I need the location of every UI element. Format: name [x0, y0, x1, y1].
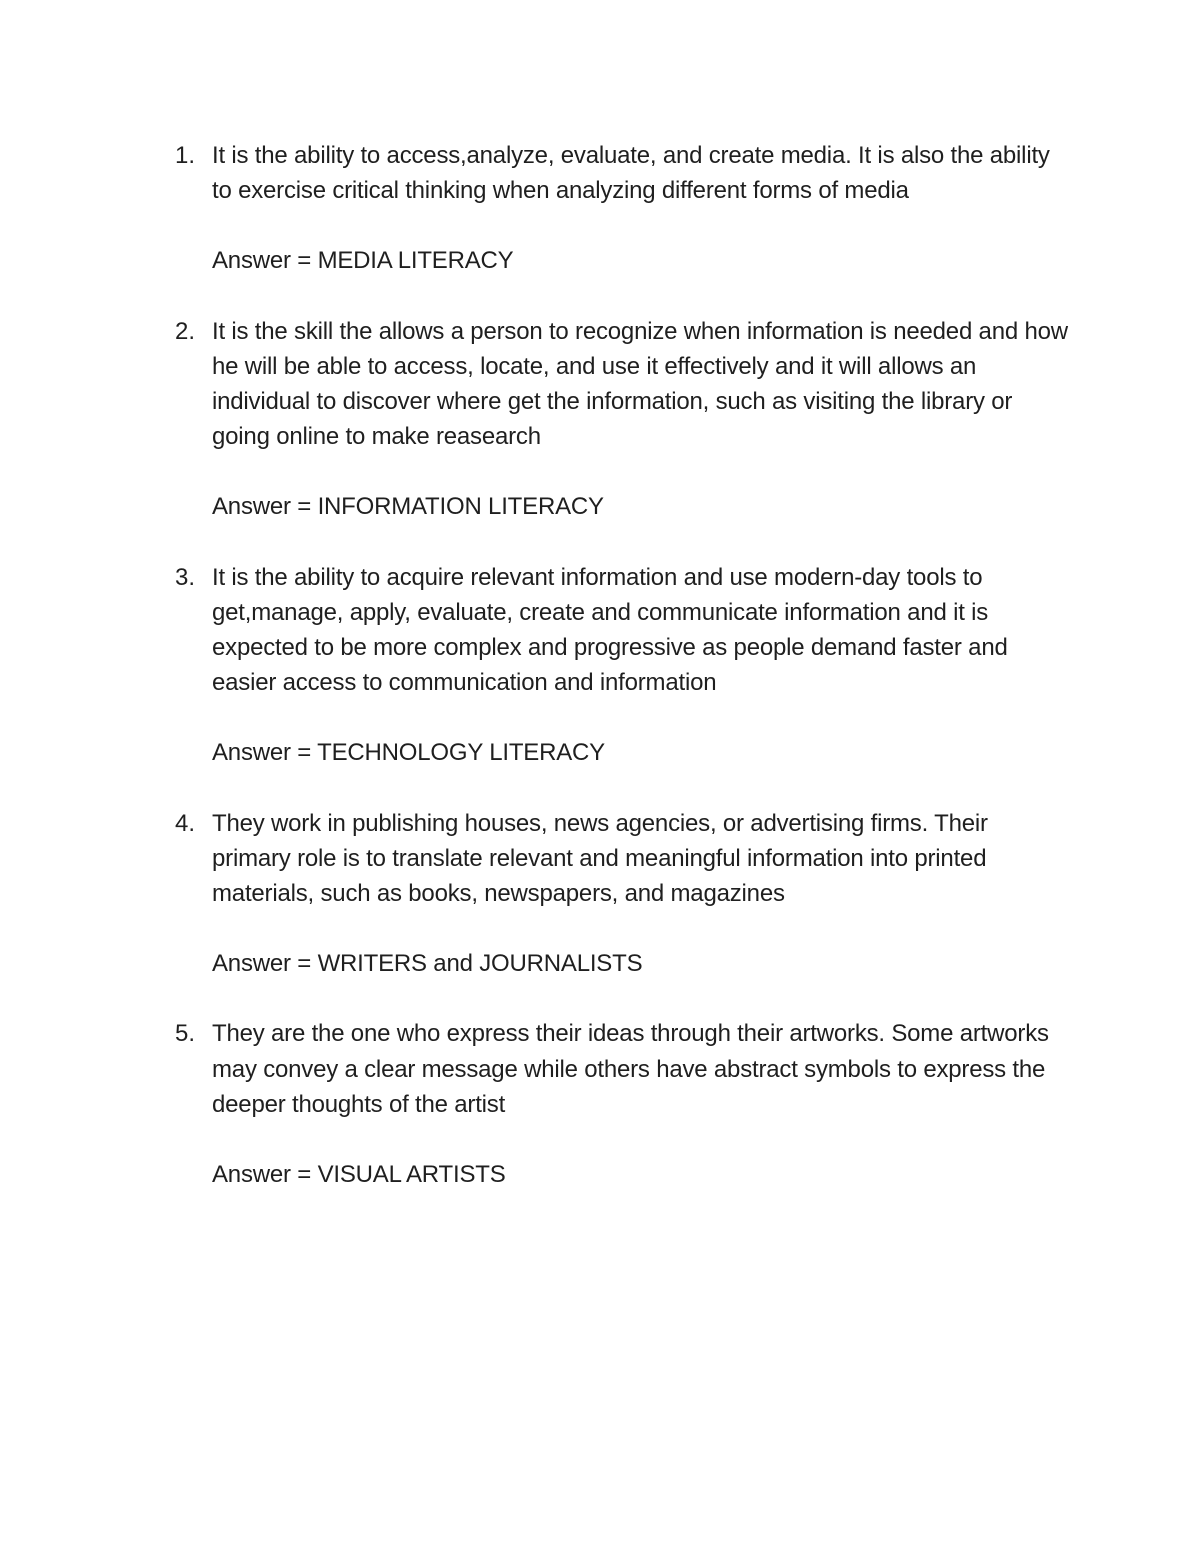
question-item-1 [0, 138, 1200, 279]
question-number: 5. [175, 1020, 196, 1048]
question-number: 4. [175, 809, 196, 837]
question-text: They work in publishing houses, news agencies, or advertising firms. Their primary role is to translate relevant and meaningful information into printed materials, such as books, newspapers, and magazines [212, 809, 988, 908]
answer-text: Answer = TECHNOLOGY LITERACY [212, 739, 605, 767]
answer-text: Answer = WRITERS and JOURNALISTS [212, 950, 643, 978]
answer-text: Answer = VISUAL ARTISTS [212, 1161, 506, 1189]
answer-text: Answer = INFORMATION LITERACY [212, 493, 604, 521]
answer-text: Answer = MEDIA LITERACY [212, 247, 514, 275]
question-text: It is the ability to access,analyze, evaluate, and create media. It is also the ability to exercise critical thinking when analyzing different forms of media [212, 142, 1050, 205]
question-item-3 [0, 560, 1200, 771]
question-item-2 [0, 314, 1200, 525]
question-item-4 [0, 806, 1200, 982]
question-item-5 [0, 1016, 1200, 1192]
question-text: It is the ability to acquire relevant information and use modern-day tools to get,manage, apply, evaluate, create and communicate information and it is expected to be more complex and progressive as people demand faster and easier access to communication and information [212, 563, 1008, 697]
question-number: 2. [175, 317, 196, 345]
question-list [0, 138, 1200, 1227]
question-number: 3. [175, 563, 196, 591]
question-text: They are the one who express their ideas through their artworks. Some artworks may convey a clear message while others have abstract symbols to express the deeper thoughts of the artist [212, 1020, 1049, 1118]
question-number: 1. [175, 142, 196, 169]
question-text: It is the skill the allows a person to recognize when information is needed and how he will be able to access, locate, and use it effectively and it will allows an individual to discover where get the information, such as visiting the library or going online to make reasearch [212, 317, 1068, 451]
